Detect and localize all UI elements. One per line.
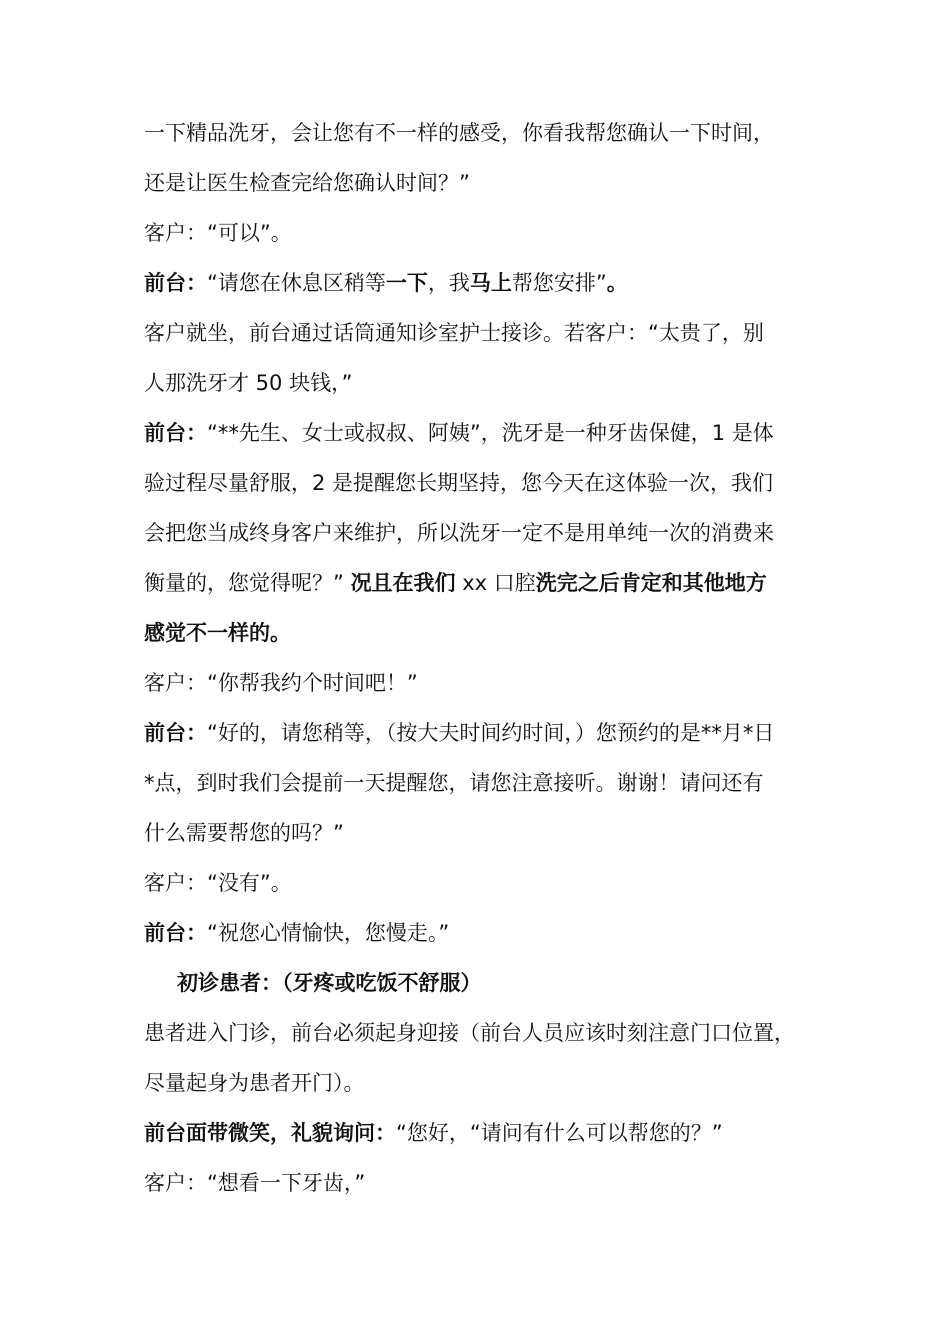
text-line	[144, 958, 824, 1008]
text-segment: “您好，“请问有什么可以帮您的？”	[396, 1121, 723, 1145]
text-segment: “请您在休息区稍等	[207, 271, 386, 295]
text-line	[144, 1108, 824, 1158]
text-line	[144, 108, 824, 158]
text-segment: 还是让医生检查完给您确认时间？”	[144, 171, 470, 195]
text-line	[144, 158, 824, 208]
text-line	[144, 558, 824, 608]
bold-text-segment: 洗完之后肯定和其他地方	[535, 571, 767, 595]
text-line	[144, 258, 824, 308]
text-segment: 客户：“想看一下牙齿，”	[144, 1171, 366, 1195]
text-segment: 客户：“你帮我约个时间吧！”	[144, 671, 418, 695]
text-segment: 尽量起身为患者开门）。	[144, 1071, 365, 1095]
text-segment: 什么需要帮您的吗？”	[144, 821, 344, 845]
text-line	[144, 458, 824, 508]
text-line	[144, 408, 824, 458]
text-line	[144, 1058, 824, 1108]
text-segment: ，我	[427, 271, 470, 295]
text-segment: “好的，请您稍等，（按大夫时间约时间，）您预约的是**月*日	[207, 721, 775, 745]
bold-text-segment: 一下	[385, 271, 428, 295]
text-line	[144, 508, 824, 558]
bold-text-segment: 马上	[469, 271, 512, 295]
bold-text-segment: 况且在我们	[350, 571, 456, 595]
text-segment: “**先生、女士或叔叔、阿姨”，洗牙是一种牙齿保健，1 是体	[207, 421, 774, 445]
text-segment: 衡量的，您觉得呢？”	[144, 571, 351, 595]
text-line	[144, 758, 824, 808]
bold-text-segment: 前台：	[144, 421, 207, 445]
text-line	[144, 208, 824, 258]
bold-text-segment: 前台面带微笑，礼貌询问：	[144, 1121, 396, 1145]
bold-text-segment: 初诊患者：（牙疼或吃饭不舒服）	[177, 971, 482, 995]
bold-text-segment: 。	[606, 271, 628, 295]
text-line	[144, 858, 824, 908]
text-segment: 客户：“没有”。	[144, 871, 292, 895]
text-segment: *点，到时我们会提前一天提醒您，请您注意接听。谢谢！请问还有	[144, 771, 764, 795]
text-line	[144, 908, 824, 958]
bold-text-segment: 前台：	[144, 921, 207, 945]
text-line	[144, 608, 824, 658]
text-segment: xx 口腔	[455, 571, 536, 595]
bold-text-segment: 前台：	[144, 721, 207, 745]
text-segment: 验过程尽量舒服，2 是提醒您长期坚持，您今天在这体验一次，我们	[144, 471, 774, 495]
text-line	[144, 808, 824, 858]
bold-text-segment: 感觉不一样的。	[144, 621, 291, 645]
text-segment: 人那洗牙才 50 块钱，”	[144, 371, 353, 395]
text-line	[144, 308, 824, 358]
text-line	[144, 1158, 824, 1208]
text-segment: 帮您安排”	[511, 271, 607, 295]
text-line	[144, 1008, 824, 1058]
text-segment: 患者进入门诊，前台必须起身迎接（前台人员应该时刻注意门口位置，	[144, 1021, 795, 1045]
text-segment: 客户：“可以”。	[144, 221, 292, 245]
bold-text-segment: 前台：	[144, 271, 207, 295]
text-segment: 客户就坐，前台通过话筒通知诊室护士接诊。若客户：“太贵了，别	[144, 321, 764, 345]
document-body	[144, 108, 824, 1208]
text-segment: 一下精品洗牙，会让您有不一样的感受，你看我帮您确认一下时间，	[144, 121, 774, 145]
text-line	[144, 658, 824, 708]
text-line	[144, 708, 824, 758]
text-segment: “祝您心情愉快，您慢走。”	[207, 921, 450, 945]
text-line	[144, 358, 824, 408]
text-segment: 会把您当成终身客户来维护，所以洗牙一定不是用单纯一次的消费来	[144, 521, 774, 545]
